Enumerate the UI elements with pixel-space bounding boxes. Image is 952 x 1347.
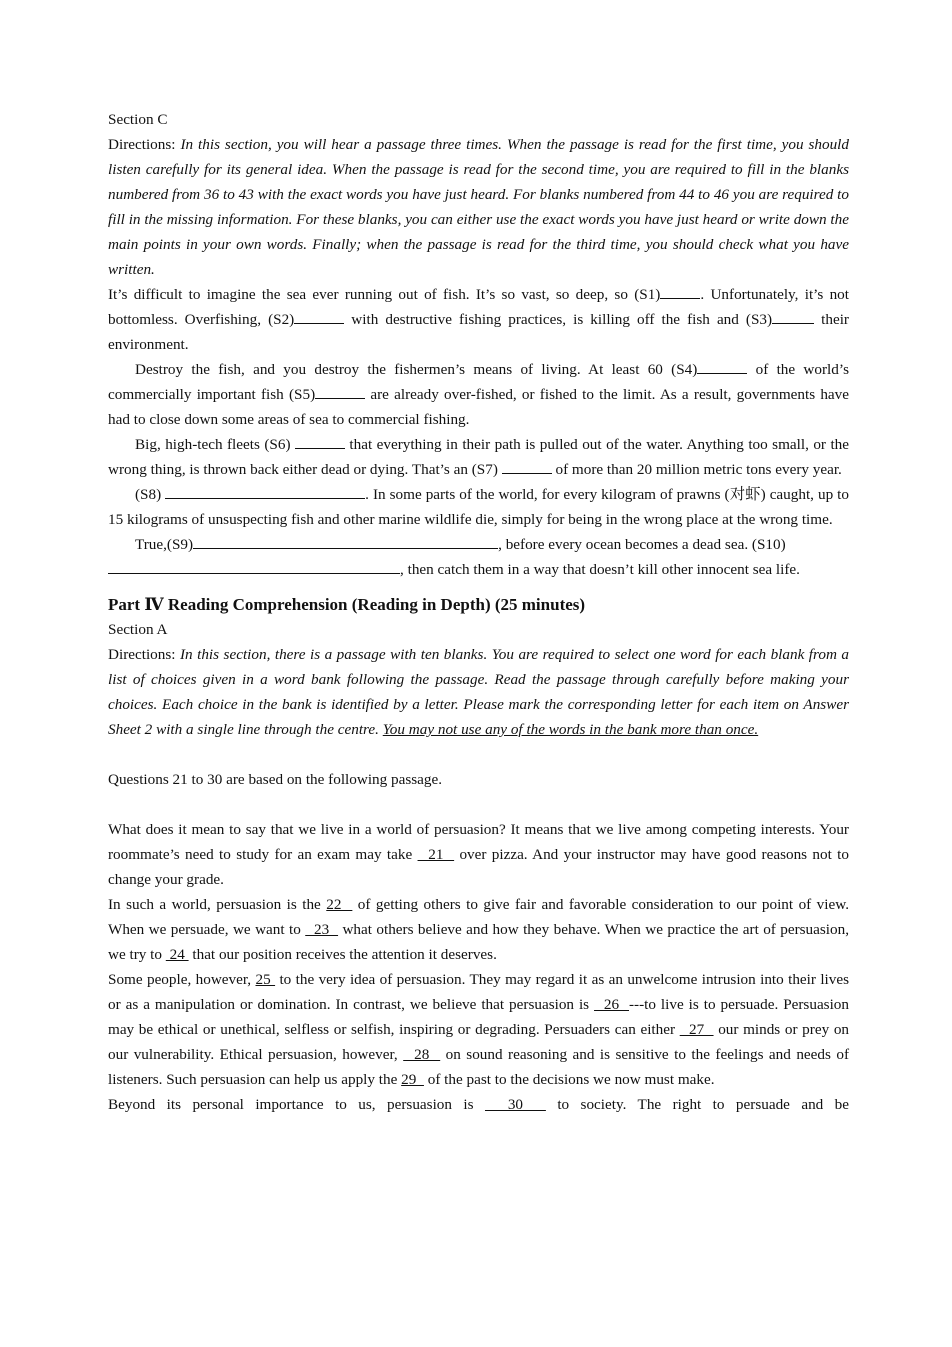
blank-s3[interactable] xyxy=(772,308,814,324)
dictation-paragraph-2: Destroy the fish, and you destroy the fishermen’s means of living. At least 60 (S4) of the world’s commercially important fish (S5) are already over-fished, or fished to the limit. As a result, governments have had to close down some areas of sea to commercial fishing. xyxy=(108,357,849,432)
blank-27[interactable]: 27 xyxy=(679,1021,714,1038)
blank-s1[interactable] xyxy=(660,283,700,299)
blank-25[interactable]: 25 xyxy=(255,971,276,988)
section-c-directions xyxy=(108,132,849,282)
blank-s9[interactable] xyxy=(193,533,498,549)
blank-29[interactable]: 29 xyxy=(401,1071,424,1088)
dictation-paragraph-4: (S8) . In some parts of the world, for every kilogram of prawns (对虾) caught, up to 15 kilograms of unsuspecting fish and other marine wildlife die, simply for being in the wrong place at the wrong time. xyxy=(108,482,849,532)
blank-s8[interactable] xyxy=(165,483,365,499)
blank-26[interactable]: 26 xyxy=(594,996,629,1013)
blank-s4[interactable] xyxy=(697,358,747,374)
directions-text: In this section, you will hear a passage three times. When the passage is read for the first time, you should listen carefully for its general idea. When the passage is read for the second time, you are required to fill in the blanks numbered from 36 to 43 with the exact words you have just heard. For blanks numbered from 44 to 46 you are required to fill in the missing information. For these blanks, you can either use the exact words you have just heard or write down the main points in your own words. Finally; when the passage is read for the third time, you should check what you have written. xyxy=(108,136,850,278)
document-page xyxy=(108,107,849,1117)
passage-paragraph-3: Some people, however, 25 to the very idea of persuasion. They may regard it as an unwelcome intrusion into their lives or as a manipulation or domination. In contrast, we believe that persuasion is 26 ---to live is to persuade. Persuasion may be ethical or unethical, selfless or selfish, inspiring or degrading. Persuaders can either 27 our minds or prey on our vulnerability. Ethical persuasion, however, 28 on sound reasoning and is sensitive to the feelings and needs of listeners. Such persuasion can help us apply the 29 of the past to the decisions we now must make. xyxy=(108,971,850,1088)
directions-label: Directions: xyxy=(108,136,181,153)
blank-24[interactable]: 24 xyxy=(165,946,189,963)
part-iv-heading: Part Ⅳ Reading Comprehension (Reading in Depth) (25 minutes) xyxy=(108,595,586,614)
part-iv-section-title: Section A xyxy=(108,621,168,638)
blank-21[interactable]: 21 xyxy=(417,846,455,863)
section-c-title: Section C xyxy=(108,111,168,128)
passage-paragraph-4: Beyond its personal importance to us, persuasion is 30 to society. The right to persuade and be xyxy=(108,1096,850,1113)
blank-s5[interactable] xyxy=(315,383,365,399)
directions-underlined: You may not use any of the words in the bank more than once. xyxy=(382,721,759,738)
dictation-paragraph-5: True,(S9) , before every ocean becomes a dead sea. (S10) , then catch them in a way that doesn’t kill other innocent sea life. xyxy=(108,532,849,582)
blank-s6[interactable] xyxy=(295,433,345,449)
blank-23[interactable]: 23 xyxy=(305,921,339,938)
blank-s10[interactable] xyxy=(108,558,400,574)
blank-22[interactable]: 22 xyxy=(326,896,353,913)
passage-paragraph-1: What does it mean to say that we live in a world of persuasion? It means that we live among competing interests. Your roommate’s need to study for an exam may take 21 over pizza. And your instructor may have good reasons not to change your grade. xyxy=(108,821,849,888)
dictation-paragraph-3: Big, high-tech fleets (S6) that everything in their path is pulled out of the water. Anything too small, or the wrong thing, is thrown back either dead or dying. That’s an (S7) of more than 20 million metric tons every year. xyxy=(108,432,849,482)
blank-28[interactable]: 28 xyxy=(403,1046,441,1063)
part-iv-directions: Directions: In this section, there is a passage with ten blanks. You are required to select one word for each blank from a list of choices given in a word bank following the passage. Read the passage through carefully before making your choices. Each choice in the bank is identified by a letter. Please mark the corresponding letter for each item on Answer Sheet 2 with a single line through the centre. You may not use any of the words in the bank more than once. xyxy=(108,646,850,738)
passage-paragraph-2: In such a world, persuasion is the 22 of getting others to give fair and favorable consideration to our point of view. When we persuade, we want to 23 what others believe and how they behave. When we practice the art of persuasion, we try to 24 that our position receives the attention it deserves. xyxy=(108,896,850,963)
questions-intro: Questions 21 to 30 are based on the following passage. xyxy=(108,771,443,788)
dictation-paragraph-1: It’s difficult to imagine the sea ever running out of fish. It’s so vast, so deep, so (S1) . Unfortunately, it’s not bottomless. Overfishing, (S2) with destructive fishing practices, is killing off the fish and (S3) their environment. xyxy=(108,282,849,357)
blank-s2[interactable] xyxy=(294,308,344,324)
blank-30[interactable]: 30 xyxy=(484,1096,546,1113)
blank-s7[interactable] xyxy=(502,458,552,474)
